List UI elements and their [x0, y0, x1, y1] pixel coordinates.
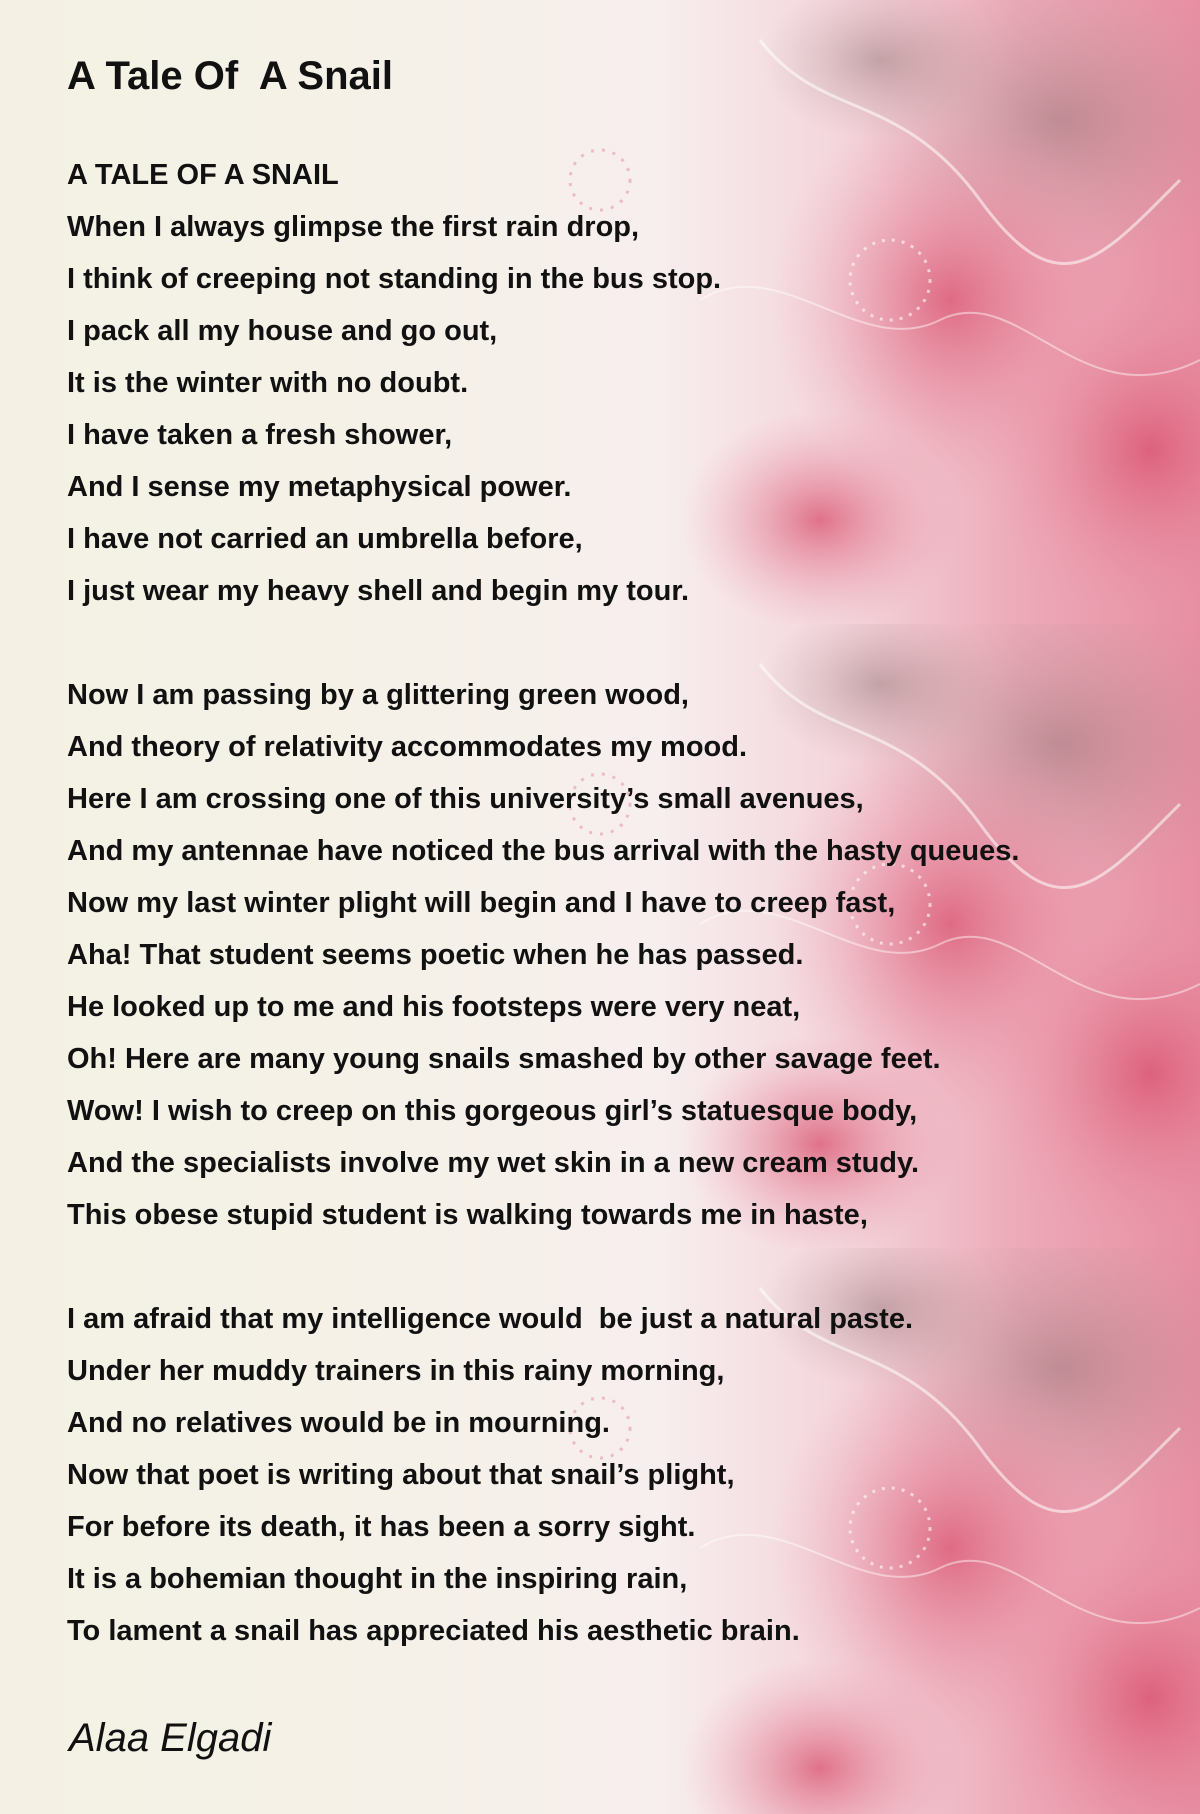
- poem-line: This obese stupid student is walking towards me in haste,: [67, 1199, 868, 1231]
- poem-line: Here I am crossing one of this university’s small avenues,: [67, 783, 864, 815]
- poem-line: And no relatives would be in mourning.: [67, 1407, 610, 1439]
- poem-line: Oh! Here are many young snails smashed by other savage feet.: [67, 1043, 941, 1075]
- poem-line: He looked up to me and his footsteps were very neat,: [67, 991, 801, 1023]
- poem-line: I have not carried an umbrella before,: [67, 523, 583, 555]
- stanza-2: [67, 669, 1019, 1241]
- poem-line: And I sense my metaphysical power.: [67, 471, 572, 503]
- poem-line: I have taken a fresh shower,: [67, 419, 453, 451]
- poem-line: Now my last winter plight will begin and I have to creep fast,: [67, 887, 896, 919]
- poem-line: I pack all my house and go out,: [67, 315, 498, 347]
- poem-line: When I always glimpse the first rain drop,: [67, 211, 640, 243]
- poem-title: A Tale Of A Snail: [67, 54, 393, 98]
- poem-line: Now I am passing by a glittering green wood,: [67, 679, 689, 711]
- poem-line: And the specialists involve my wet skin in a new cream study.: [67, 1147, 920, 1179]
- poem-line: It is the winter with no doubt.: [67, 367, 469, 399]
- poem-line: A TALE OF A SNAIL: [67, 159, 339, 191]
- poem-line: Wow! I wish to creep on this gorgeous girl’s statuesque body,: [67, 1095, 918, 1127]
- stanza-3: [67, 1293, 913, 1657]
- poem-line: To lament a snail has appreciated his aesthetic brain.: [67, 1615, 800, 1647]
- poem-line: Now that poet is writing about that snail’s plight,: [67, 1459, 735, 1491]
- poem-line: And theory of relativity accommodates my mood.: [67, 731, 748, 763]
- poem-line: I think of creeping not standing in the bus stop.: [67, 263, 722, 295]
- poem-line: And my antennae have noticed the bus arrival with the hasty queues.: [67, 835, 1020, 867]
- poem-author: Alaa Elgadi: [69, 1716, 272, 1760]
- poem-line: I just wear my heavy shell and begin my tour.: [67, 575, 690, 607]
- poem-line: For before its death, it has been a sorry sight.: [67, 1511, 696, 1543]
- poem-line: Aha! That student seems poetic when he has passed.: [67, 939, 804, 971]
- poem-line: It is a bohemian thought in the inspiring rain,: [67, 1563, 688, 1595]
- poem-line: Under her muddy trainers in this rainy morning,: [67, 1355, 725, 1387]
- stanza-1: [67, 149, 721, 617]
- poem-line: I am afraid that my intelligence would be just a natural paste.: [67, 1303, 914, 1335]
